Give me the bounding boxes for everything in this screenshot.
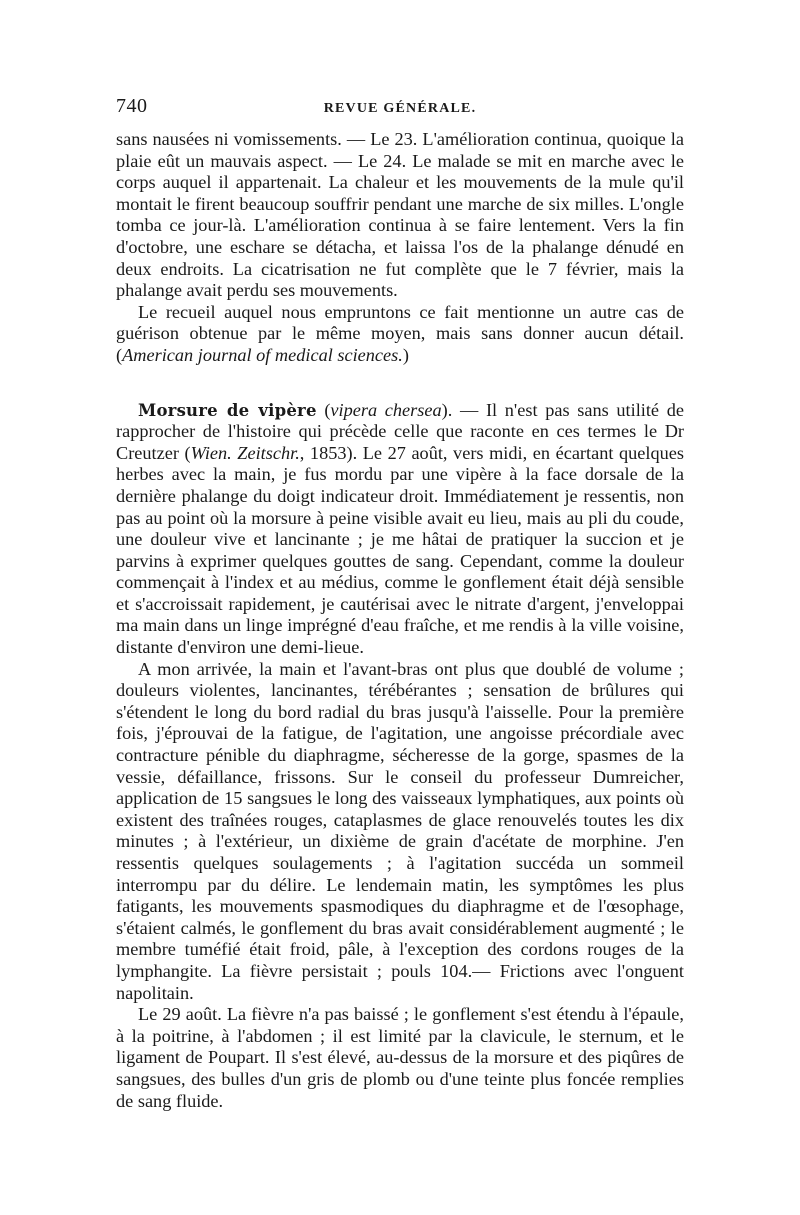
source-citation: American journal of medical sciences.: [122, 344, 403, 365]
paragraph-viper-bite: [116, 400, 684, 659]
paren-open: (: [316, 399, 331, 420]
paragraph-august-29: Le 29 août. La fièvre n'a pas baissé ; le gonflement s'est étendu à l'épaule, à la poitrine, à l'abdomen ; il est limité par la clavicule, le sternum, et le ligament de Poupart. Il s'est élevé, au-dessus de la morsure et des piqûres de sangsues, des bulles d'un gris de plomb ou d'une teinte plus foncée remplies de sang fluide.: [116, 1004, 684, 1111]
paragraph-text: Le recueil auquel nous empruntons ce fait mentionne un autre cas de guérison obtenue par le même moyen, mais sans donner aucun détail. (: [116, 301, 684, 365]
page: [116, 95, 684, 1112]
running-head: [116, 95, 684, 129]
paragraph-other-case: [116, 302, 684, 367]
running-title: REVUE GÉNÉRALE.: [323, 101, 477, 116]
paragraph-text: ). — Il n'est pas sans utilité de rapprocher de l'histoire qui précède celle que raconte en ces termes le Dr Creutzer (: [116, 399, 684, 463]
section-gap: [116, 367, 684, 400]
page-number: 740: [116, 95, 148, 117]
article-body: [116, 129, 684, 1112]
section-title: Morsure de vipère: [138, 400, 317, 420]
paragraph-continuation: sans nausées ni vomissements. — Le 23. L'amélioration continua, quoique la plaie eût un mauvais aspect. — Le 24. Le malade se mit en marche avec le corps auquel il appartenait. La chaleur et les mouvements de la mule qu'il montait le firent beaucoup souffrir pendant une marche de six milles. L'ongle tomba ce jour-là. L'amélioration continua à se faire lentement. Vers la fin d'octobre, une eschare se détacha, et laissa l'os de la phalange dénudé en deux endroits. La cicatrisation ne fut complète que le 7 février, mais la phalange avait perdu ses mouvements.: [116, 129, 684, 301]
paragraph-text: , 1853). Le 27 août, vers midi, en écartant quelques herbes avec la main, je fus mordu par une vipère à la face dorsale de la dernière phalange du doigt indicateur droit. Immédiatement je ressentis, non pas au point où la morsure à peine visible avait eu lieu, mais au pli du coude, une douleur vive et lancinante ; je me hâtai de pratiquer la succion et je parvins à exprimer quelques gouttes de sang. Cependant, comme la douleur commençait à l'index et au médius, comme le gonflement était déjà sensible et s'accroissait rapidement, je cautérisai avec le nitrate d'argent, j'enveloppai ma main dans un linge imprégné d'eau fraîche, et me rendis à la ville voisine, distante d'environ une demi-lieue.: [116, 442, 684, 658]
species-name: vipera chersea: [330, 399, 442, 420]
journal-citation: Wien. Zeitschr.: [190, 442, 300, 463]
paragraph-arrival: A mon arrivée, la main et l'avant-bras ont plus que doublé de volume ; douleurs violentes, lancinantes, térébérantes ; sensation de brûlures qui s'étendent le long du bord radial du bras jusqu'à l'aisselle. Pour la première fois, j'éprouvai de la fatigue, de l'agitation, une angoisse précordiale avec contracture pénible du diaphragme, sécheresse de la gorge, spasmes de la vessie, défaillance, frissons. Sur le conseil du professeur Dumreicher, application de 15 sangsues le long des vaisseaux lymphatiques, aux points où existent des traînées rouges, cataplasmes de glace renouvelés toutes les dix minutes ; à l'extérieur, un dixième de grain d'acétate de morphine. J'en ressentis quelques soulagements ; à l'agitation succéda un sommeil interrompu par du délire. Le lendemain matin, les symptômes les plus fatigants, les mouvements spasmodiques du diaphragme et de l'œsophage, s'étaient calmés, le gonflement du bras avait considérablement augmenté ; le membre tuméfié était froid, pâle, à l'exception des cordons rouges de la lymphangite. La fièvre persistait ; pouls 104.— Frictions avec l'onguent napolitain.: [116, 658, 684, 1003]
closing-paren: ): [402, 344, 409, 365]
